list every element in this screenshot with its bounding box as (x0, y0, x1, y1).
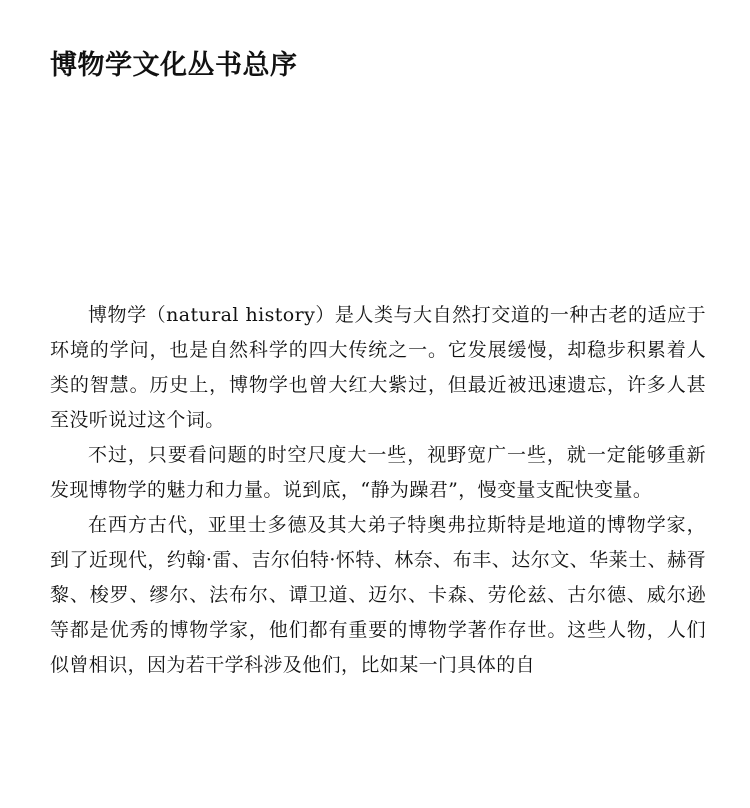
paragraph-1: 博物学（natural history）是人类与大自然打交道的一种古老的适应于环境的学问，也是自然科学的四大传统之一。它发展缓慢，却稳步积累着人类的智慧。历史上，博物学也曾大红大紫过，但最近被迅速遗忘，许多人甚至没听说过这个词。 (50, 304, 706, 431)
paragraph-2: 不过，只要看问题的时空尺度大一些，视野宽广一些，就一定能够重新发现博物学的魅力和力量。说到底，“静为躁君”，慢变量支配快变量。 (50, 444, 706, 501)
document-body (50, 298, 706, 683)
page-title: 博物学文化丛书总序 (50, 50, 298, 81)
paragraph-3: 在西方古代，亚里士多德及其大弟子特奥弗拉斯特是地道的博物学家，到了近现代，约翰·雷、吉尔伯特·怀特、林奈、布丰、达尔文、华莱士、赫胥黎、梭罗、缪尔、法布尔、谭卫道、迈尔、卡森、劳伦兹、古尔德、威尔逊等都是优秀的博物学家，他们都有重要的博物学著作存世。这些人物，人们似曾相识，因为若干学科涉及他们，比如某一门具体的自 (50, 514, 706, 676)
